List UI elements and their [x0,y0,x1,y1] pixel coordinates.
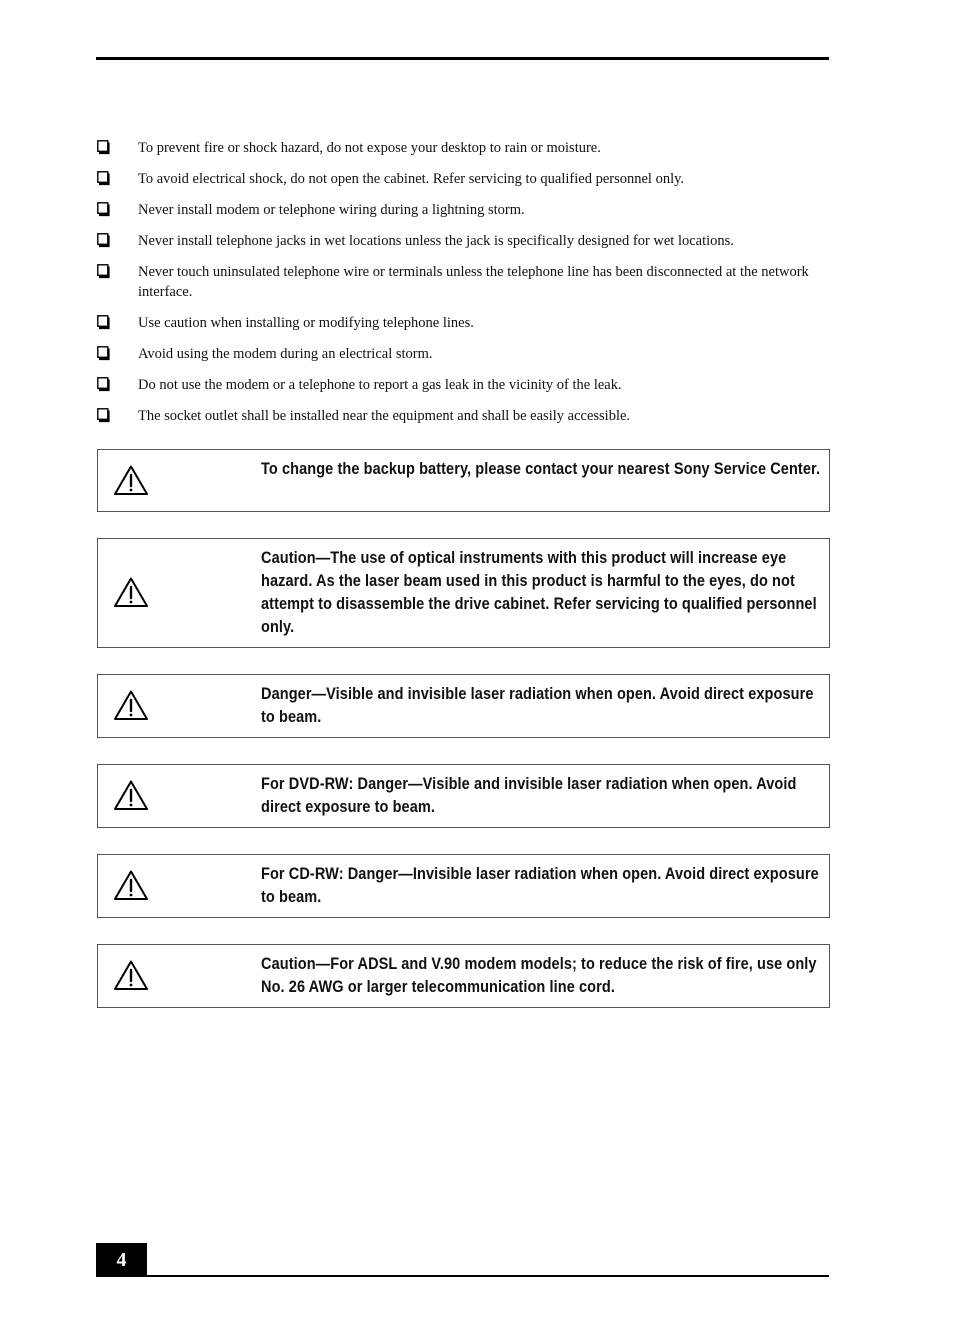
list-item-text: To avoid electrical shock, do not open the cabinet. Refer servicing to qualified personnel only. [138,171,685,187]
list-item [96,406,830,426]
list-item [96,138,830,158]
warning-box-laser [97,674,830,738]
list-item [96,344,830,364]
warning-triangle-icon [113,689,149,721]
warning-text: For CD-RW: Danger—Invisible laser radiation when open. Avoid direct exposure to beam. [261,865,819,906]
list-item-text: Never install modem or telephone wiring during a lightning storm. [138,202,525,218]
checkbox-bullet-icon [97,140,111,155]
list-item-text: Never touch uninsulated telephone wire or terminals unless the telephone line has been disconnected at the network interface. [138,264,809,300]
checkbox-bullet-icon [97,233,111,248]
checkbox-bullet-icon [97,377,111,392]
list-item [96,313,830,333]
checkbox-bullet-icon [97,408,111,423]
warning-text: Caution—The use of optical instruments with this product will increase eye hazard. As the laser beam used in this product is harmful to the eyes, do not attempt to disassemble the drive cabinet. Refer servicing to qualified personnel only. [261,549,817,636]
warning-triangle-icon [113,959,149,991]
list-item-text: To prevent fire or shock hazard, do not expose your desktop to rain or moisture. [138,140,601,156]
warning-box-battery [97,449,830,512]
list-item [96,262,830,302]
footer-rule [147,1275,829,1277]
warning-text: For DVD-RW: Danger—Visible and invisible laser radiation when open. Avoid direct exposure to beam. [261,775,797,816]
warning-triangle-icon [113,869,149,901]
list-item-text: Avoid using the modem during an electrical storm. [138,346,433,362]
warning-box-dvd-rw [97,764,830,828]
warning-boxes [97,449,830,1034]
warning-box-optical [97,538,830,648]
list-item [96,231,830,251]
checkbox-bullet-icon [97,346,111,361]
list-item-text: The socket outlet shall be installed near the equipment and shall be easily accessible. [138,408,631,424]
checkbox-bullet-icon [97,315,111,330]
warning-text: To change the backup battery, please contact your nearest Sony Service Center. [261,460,821,478]
list-item-text: Do not use the modem or a telephone to report a gas leak in the vicinity of the leak. [138,377,622,393]
header-rule [96,57,829,60]
warning-text: Caution—For ADSL and V.90 modem models; to reduce the risk of fire, use only No. 26 AWG or larger telecommunication line cord. [261,955,817,996]
list-item-text: Use caution when installing or modifying telephone lines. [138,315,474,331]
list-item [96,200,830,220]
list-item [96,375,830,395]
page-number: 4 [96,1243,147,1277]
warning-triangle-icon [113,464,149,496]
checkbox-bullet-icon [97,264,111,279]
warning-box-modem [97,944,830,1008]
warning-triangle-icon [113,576,149,608]
warning-box-cd-rw [97,854,830,918]
checkbox-bullet-icon [97,202,111,217]
list-item [96,169,830,189]
checkbox-bullet-icon [97,171,111,186]
warning-triangle-icon [113,779,149,811]
safety-list [96,138,830,437]
warning-text: Danger—Visible and invisible laser radiation when open. Avoid direct exposure to beam. [261,685,814,726]
list-item-text: Never install telephone jacks in wet locations unless the jack is specifically designed for wet locations. [138,233,734,249]
